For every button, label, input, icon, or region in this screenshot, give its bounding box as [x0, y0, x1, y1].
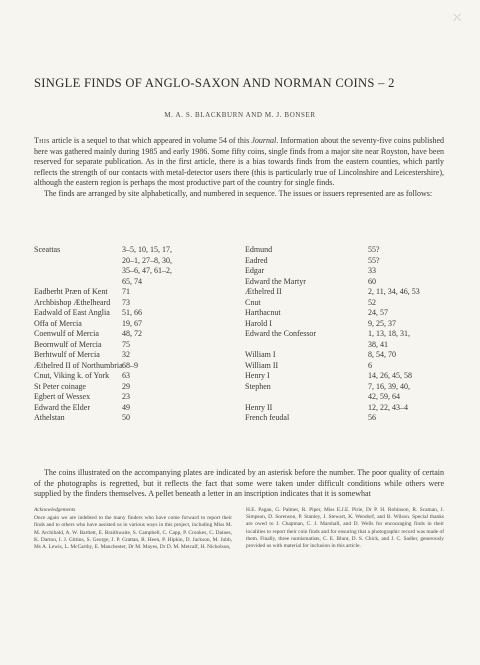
- issuer-numbers: 24, 57: [368, 308, 388, 317]
- issuer-numbers: 55?: [368, 245, 380, 254]
- acknowledgements-text-left: Once again we are indebted to the many finders who have come forward to report their finds and to others who have assisted us in various ways in this project, including Miss M. M. Archibald, A. W. Bartlett, E. Braithwaite, S. Campbell, C. Capp, P. Crookes, C. Daines, K. Darton, I. J. Gittins, S. George, J. P. Grattan, R. Heen, P. Hipkin, D. Jackson, M. Jubb, Ms A. Lewis, L. McCarthy, E. Manchester, Dr M. Mayes, Dr D. M. Metcalf, H. Nicholson,: [34, 515, 232, 551]
- issuer-row: [34, 329, 454, 340]
- issuer-name: Edward the Martyr: [245, 276, 306, 286]
- issuer-numbers: 1, 13, 18, 31,: [368, 329, 410, 338]
- issuer-numbers: 19, 67: [122, 318, 142, 328]
- issuer-name: Sceattas: [34, 245, 61, 254]
- issuer-numbers: 8, 54, 70: [368, 350, 396, 359]
- issuer-numbers: 12, 22, 43–4: [368, 402, 408, 412]
- issuer-name: Offa of Mercia: [34, 318, 82, 328]
- issuer-numbers: 20–1, 27–8, 30,: [122, 255, 172, 265]
- intro-text-b: . Information about the seventy-five coins published here was gathered mainly during 1985 and early 1986. Some fifty coins, single finds from a major site near Royston, have been reserved for separate publication. As in the first article, there is a bias towards finds from the eastern counties, which partly reflects the strength of our contacts with metal-detector users there (this is particularly true of Lincolnshire and Leicestershire), although the eastern region is perhaps the most productive part of the country for single finds.: [34, 136, 444, 188]
- issuer-numbers: 2, 11, 34, 46, 53: [368, 287, 420, 296]
- issuer-row: [34, 403, 454, 414]
- intro-lead-word: This: [34, 136, 50, 145]
- issuer-name: William I: [245, 350, 276, 359]
- issuer-numbers: 6: [368, 360, 372, 370]
- issuer-name: Henry II: [245, 402, 273, 412]
- issuer-name: Cnut: [245, 297, 261, 307]
- issuer-row: [34, 340, 454, 351]
- issuer-name: Henry I: [245, 371, 270, 380]
- article-title: SINGLE FINDS OF ANGLO-SAXON AND NORMAN COINS – 2: [34, 76, 395, 90]
- issuer-name: William II: [245, 360, 279, 370]
- issuer-name: Egbert of Wessex: [34, 392, 91, 401]
- issuer-numbers: 9, 25, 37: [368, 318, 396, 328]
- issuer-row: [34, 308, 454, 319]
- issuer-numbers: 68–9: [122, 360, 138, 370]
- issuer-name: Eadred: [245, 255, 268, 265]
- issuer-name: Harthacnut: [245, 308, 281, 317]
- issuer-numbers: 73: [122, 297, 130, 307]
- issuer-name: Harold I: [245, 318, 272, 328]
- issuer-name: Edward the Elder: [34, 402, 90, 412]
- issuer-numbers: 23: [122, 392, 130, 401]
- issuer-name: Athelstan: [34, 413, 65, 422]
- issuer-name: Cnut, Viking k. of York: [34, 371, 110, 380]
- intro-paragraph-1: [34, 136, 444, 189]
- issuer-numbers: 56: [368, 413, 376, 422]
- issuer-row: [34, 382, 454, 393]
- issuer-row: [34, 256, 454, 267]
- issuer-numbers: 65, 74: [122, 276, 142, 286]
- issuer-name: Eadwald of East Anglia: [34, 308, 110, 317]
- issuer-numbers: 55?: [368, 255, 380, 265]
- issuer-row: [34, 298, 454, 309]
- plates-paragraph: The coins illustrated on the accompanying plates are indicated by an asterisk before the number. The poor quality of certain of the photographs is regretted, but it reflects the fact that some were taken under difficult conditions while others were supplied by the finders themselves. A pellet beneath a letter in an inscription indicates that it is somewhat: [34, 468, 444, 499]
- journal-name: Journal: [251, 136, 277, 145]
- issuer-numbers: 49: [122, 402, 130, 412]
- issuer-name: Berhtwulf of Mercia: [34, 350, 100, 359]
- article-authors: M. A. S. BLACKBURN AND M. J. BONSER: [164, 111, 316, 119]
- issuer-name: French feudal: [245, 413, 290, 422]
- issuer-row: [34, 392, 454, 403]
- issuer-name: Edmund: [245, 245, 273, 254]
- acknowledgements-text-right: H.E. Pagan, G. Palmer, R. Piper, Miss E.J.E. Pirie, Dr P. H. Robinson, R. Scaman, J. Simpson, D. Sorenson, P. Stanley, J. Stewart, K. Wendorf, and B. Wilson. Special thanks are owed to J. Chapman, C. J. Marshall, and D. Wells for encouraging finds in their localities to report their coin finds and for ensuring that a photographic record was made of them. Finally, three numismatists, C. E. Blunt, D. S. Chick, and J. C. Sadler, generously provided us with material for inclusion in this article.: [246, 507, 444, 550]
- issuer-numbers: 38, 41: [368, 339, 388, 349]
- issuer-name: Edgar: [245, 266, 265, 275]
- acknowledgements-right-column: [246, 507, 444, 550]
- issuer-name: St Peter coinage: [34, 381, 86, 391]
- issuer-row: [34, 371, 454, 382]
- issuer-numbers: 3–5, 10, 15, 17,: [122, 245, 172, 254]
- issuer-row: [34, 245, 454, 256]
- issuer-row: [34, 319, 454, 330]
- intro-text-a: article is a sequel to that which appeared in volume 54 of this: [49, 136, 252, 145]
- issuer-row: [34, 350, 454, 361]
- issuer-numbers: 48, 72: [122, 329, 142, 338]
- acknowledgements-left-column: [34, 507, 232, 551]
- issuer-numbers: 63: [122, 371, 130, 380]
- introduction: [34, 136, 444, 200]
- issuer-row: [34, 277, 454, 288]
- intro-paragraph-2: The finds are arranged by site alphabetically, and numbered in sequence. The issues or issuers represented are as follows:: [44, 188, 433, 198]
- issuer-name: Archbishop Æthelheard: [34, 297, 111, 307]
- issuer-numbers: 32: [122, 350, 130, 359]
- issuer-numbers: 50: [122, 413, 130, 422]
- issuer-numbers: 35–6, 47, 61–2,: [122, 266, 172, 275]
- issuer-name: Eadberht Præn of Kent: [34, 287, 108, 296]
- acknowledgements-heading: Acknowledgements: [34, 507, 76, 513]
- issuer-numbers: 42, 59, 64: [368, 392, 400, 401]
- issuer-numbers: 51, 66: [122, 308, 142, 317]
- issuer-name: Coenwulf of Mercia: [34, 329, 99, 338]
- issuer-row: [34, 361, 454, 372]
- issuer-name: Beornwulf of Mercia: [34, 339, 102, 349]
- issuer-numbers: 52: [368, 297, 376, 307]
- issuer-numbers: 75: [122, 339, 130, 349]
- issuer-numbers: 33: [368, 266, 376, 275]
- issuer-numbers: 14, 26, 45, 58: [368, 371, 412, 380]
- issuer-name: Æthelred II: [245, 287, 282, 296]
- issuer-numbers: 60: [368, 276, 376, 286]
- issuers-list: [34, 245, 454, 424]
- issuer-name: Æthelred II of Northumbria: [34, 360, 123, 370]
- issuer-name: Stephen: [245, 381, 271, 391]
- issuer-name: Edward the Confessor: [245, 329, 317, 338]
- issuer-row: [34, 413, 454, 424]
- issuer-numbers: 7, 16, 39, 40,: [368, 381, 410, 391]
- issuer-numbers: 71: [122, 287, 130, 296]
- corner-pencil-mark: ⛌: [453, 12, 462, 24]
- issuer-row: [34, 266, 454, 277]
- issuer-row: [34, 287, 454, 298]
- issuer-numbers: 29: [122, 381, 130, 391]
